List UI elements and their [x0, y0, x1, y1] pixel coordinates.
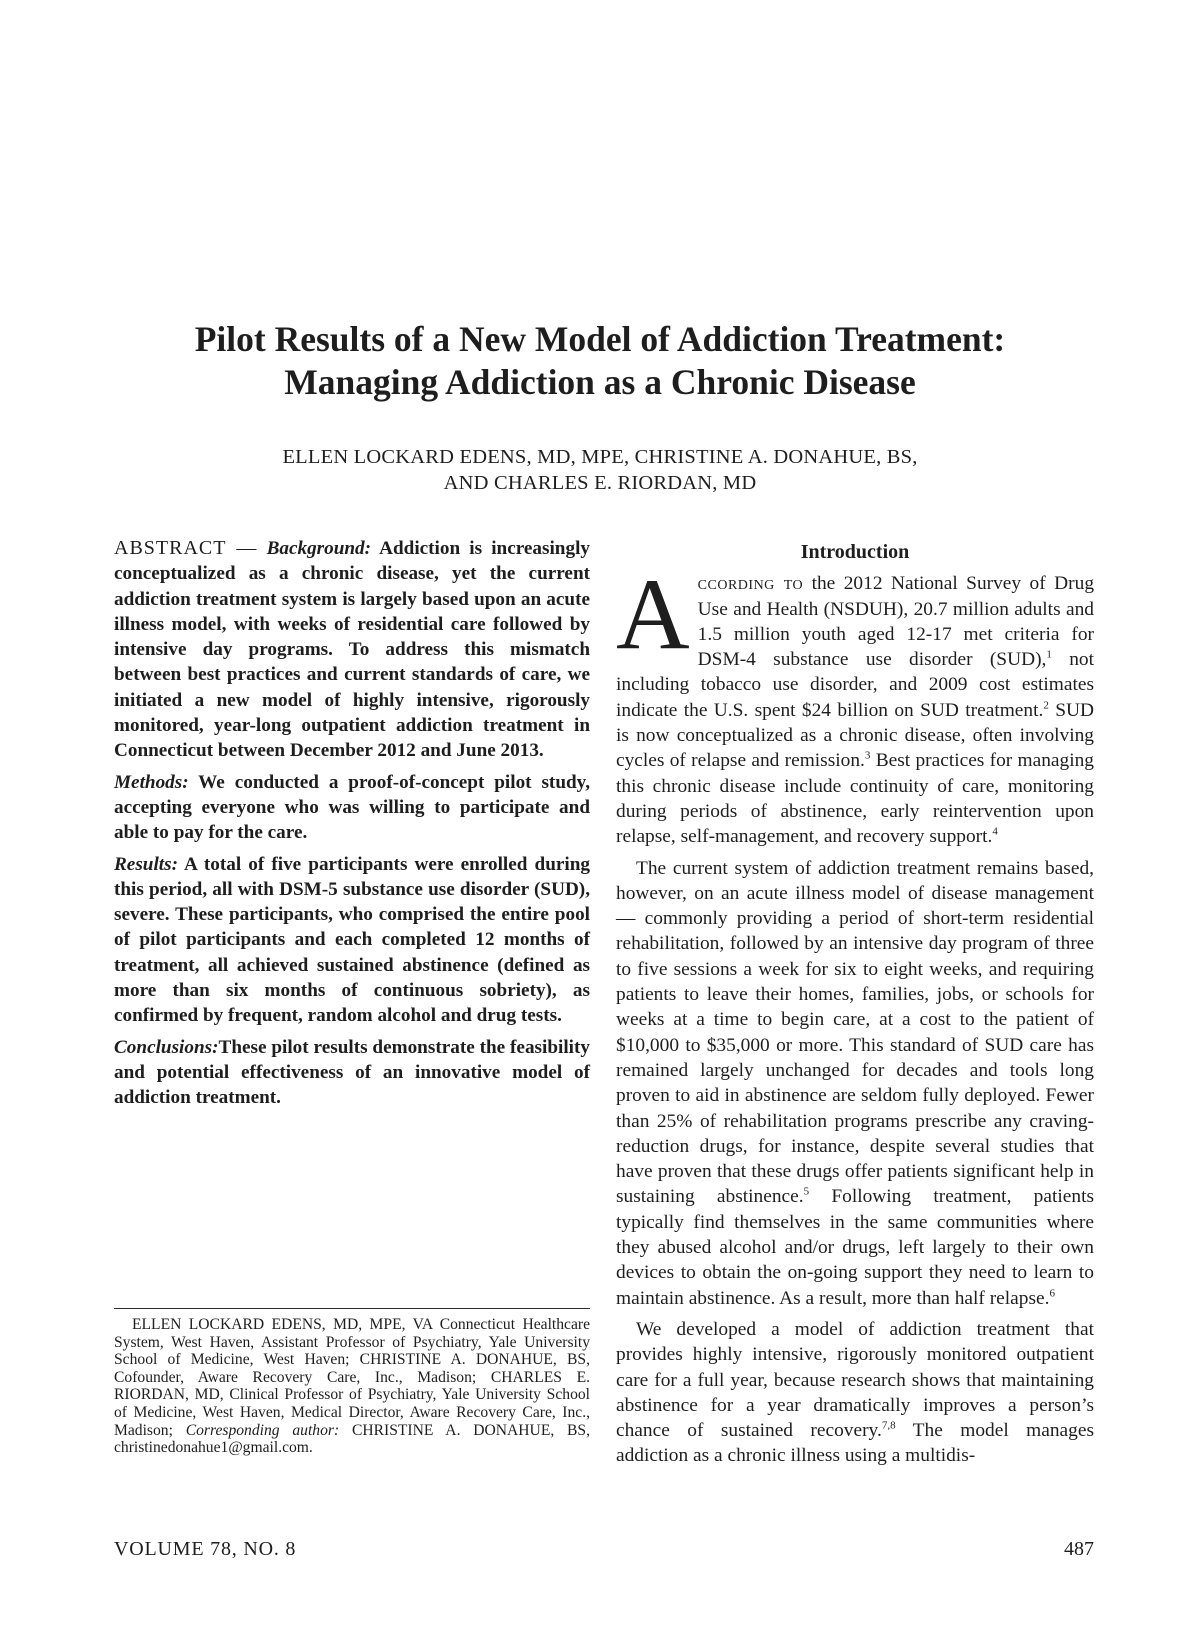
intro-p1-text-a: the 2012 National Survey of Drug Use and Health (NSDUH), 20.7 million adults and 1.5 million youth aged 12-17 met criteria for DSM-4 substance use disorder (SUD),	[697, 573, 1095, 671]
methods-label: Methods:	[114, 771, 189, 793]
footnote-affiliations: ELLEN LOCKARD EDENS, MD, MPE, VA Connecticut Healthcare System, West Haven, Assistant Professor of Psychiatry, Yale University School of Medicine, West Haven; CHRISTINE A. DONAHUE, BS, Cofounder, Aware Recovery Care, Inc., Madison; CHARLES E. RIORDAN, MD, Clinical Professor of Psychiatry, Yale University School of Medicine, West Haven, Medical Director, Aware Recovery Care, Inc., Madison;	[114, 1316, 590, 1439]
journal-volume: VOLUME 78, NO. 8	[114, 1538, 297, 1560]
footnote-contact: CHRISTINE A. DONAHUE, BS, christinedonahue1@gmail.com.	[114, 1421, 591, 1457]
footnote-divider	[114, 1308, 590, 1309]
introduction-heading: Introduction	[800, 541, 910, 563]
ref-5: 5	[803, 1185, 810, 1198]
results-text: A total of five participants were enrolled during this period, all with DSM-5 substance use disorder (SUD), severe. These participants, who comprised the entire pool of pilot participants and each completed 12 months of treatment, all achieved sustained abstinence (defined as more than six months of continuous sobriety), as confirmed by frequent, random alcohol and drug tests.	[114, 853, 590, 1027]
intro-p1-text-d: Best practices for managing this chronic disease include continuity of care, monitoring during periods of abstinence, early reintervention upon relapse, self-management, and recovery support.	[616, 750, 1094, 848]
intro-paragraph-2	[616, 856, 1094, 1311]
intro-smallcaps-lead: ccording to	[697, 573, 804, 595]
abstract-methods	[114, 770, 590, 846]
article-title	[100, 318, 1100, 404]
intro-paragraph-1	[616, 558, 1095, 849]
abstract-conclusions	[114, 1035, 590, 1111]
abstract-background	[114, 536, 590, 764]
intro-p3-text-b: The model manages addiction as a chronic illness using a multidis-	[616, 1420, 1094, 1467]
background-label: Background:	[266, 538, 372, 559]
ref-2: 2	[1043, 699, 1049, 712]
ref-6: 6	[1049, 1287, 1055, 1300]
abstract-heading: ABSTRACT —	[114, 537, 258, 559]
drop-cap: A	[616, 558, 690, 672]
ref-1: 1	[1046, 648, 1052, 661]
conclusions-text: These pilot results demonstrate the feasibility and potential effectiveness of an innovative model of addiction treatment.	[114, 1036, 590, 1109]
authors-line-2: AND CHARLES E. RIORDAN, MD	[443, 472, 757, 494]
background-text: Addiction is increasingly conceptualized as a chronic disease, yet the current addiction treatment system is largely based upon an acute illness model, with weeks of residential care followed by intensive day programs. To address this mismatch between best practices and current standards of care, we initiated a new model of highly intensive, rigorously monitored, year-long outpatient addiction treatment in Connecticut between December 2012 and June 2013.	[114, 538, 590, 762]
introduction-column	[616, 536, 1094, 1469]
intro-p3-text-a: We developed a model of addiction treatment that provides highly intensive, rigorously monitored outpatient care for a full year, because research shows that maintaining abstinence for a year dramatically improves a person’s chance of sustained recovery.	[616, 1318, 1094, 1442]
author-list	[100, 444, 1100, 496]
methods-text: We conducted a proof-of-concept pilot study, accepting everyone who was willing to participate and able to pay for the care.	[114, 771, 590, 844]
intro-p1-text-b: not including tobacco use disorder, and 2009 cost estimates indicate the U.S. spent $24 billion on SUD treatment.	[616, 649, 1094, 721]
results-label: Results:	[114, 853, 178, 875]
page-number: 487	[1064, 1538, 1094, 1560]
ref-7-8: 7,8	[881, 1419, 896, 1432]
intro-paragraph-3	[616, 1317, 1094, 1469]
ref-3: 3	[864, 749, 871, 762]
corresponding-author-label: Corresponding author:	[185, 1421, 340, 1439]
abstract-results	[114, 852, 590, 1029]
title-line-1: Pilot Results of a New Model of Addiction Treatment:	[194, 319, 1006, 359]
ref-4: 4	[992, 825, 998, 838]
conclusions-label: Conclusions:	[114, 1036, 219, 1058]
authors-line-1: ELLEN LOCKARD EDENS, MD, MPE, CHRISTINE A. DONAHUE, BS,	[282, 446, 918, 468]
intro-p2-text-a: The current system of addiction treatment remains based, however, on an acute illness model of disease management — commonly providing a period of short-term residential rehabilitation, followed by an intensive day program of three to five sessions a week for six to eight weeks, and requiring patients to leave their homes, families, jobs, or schools for weeks at a time to begin care, at a cost to the patient of $10,000 to $35,000 or more. This standard of SUD care has remained largely unchanged for decades and tools long proven to aid in abstinence are seldom fully deployed. Fewer than 25% of rehabilitation programs prescribe any craving-reduction drugs, for instance, despite several studies that have proven that these drugs offer patients significant help in sustaining abstinence.	[616, 857, 1094, 1208]
title-line-2: Managing Addiction as a Chronic Disease	[284, 362, 916, 402]
intro-p2-text-b: Following treatment, patients typically find themselves in the same communities where they abused alcohol and/or drugs, left largely to their own devices to obtain the on-going support they need to learn to maintain abstinence. As a result, more than half relapse.	[616, 1186, 1094, 1309]
intro-p1-text-c: SUD is now conceptualized as a chronic disease, often involving cycles of relapse and remission.	[616, 699, 1094, 772]
author-affiliations-footnote	[114, 1316, 590, 1457]
abstract-column	[114, 536, 590, 1117]
